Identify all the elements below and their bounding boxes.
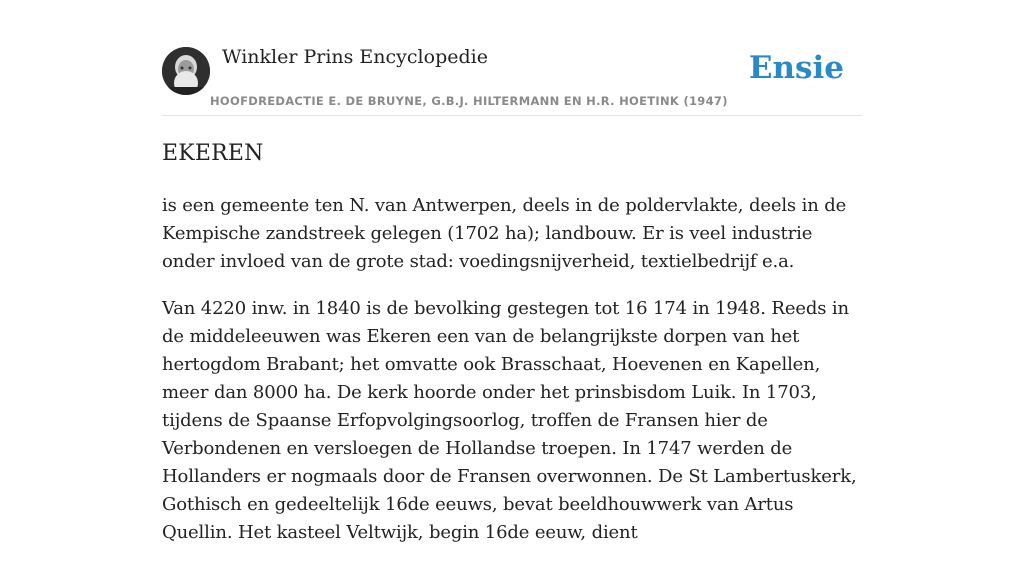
article-body xyxy=(162,192,862,566)
portrait-avatar-icon xyxy=(162,47,210,95)
article-paragraph: Van 4220 inw. in 1840 is de bevolking gestegen tot 16 174 in 1948. Reeds in de middeleeuwen was Ekeren een van de belangrijkste dorpen van het hertogdom Brabant; het omvatte ook Brasschaat, Hoevenen en Kapellen, meer dan 8000 ha. De kerk hoorde onder het prinsbisdom Luik. In 1703, tijdens de Spaanse Erfopvolgingsoorlog, troffen de Fransen hier de Verbondenen en versloegen de Hollandse troepen. In 1747 werden de Hollanders er nogmaals door de Fransen overwonnen. De St Lambertuskerk, Gothisch en gedeeltelijk 16de eeuws, bevat beeldhouwwerk van Artus Quellin. Het kasteel Veltwijk, begin 16de eeuw, dient xyxy=(162,298,857,543)
article-paragraph: is een gemeente ten N. van Antwerpen, deels in de poldervlakte, deels in de Kempische zandstreek gelegen (1702 ha); landbouw. Er is veel industrie onder invloed van de grote stad: voedingsnijverheid, textielbedrijf e.a. xyxy=(162,195,847,272)
ensie-logo[interactable]: Ensie xyxy=(748,50,844,86)
site-header xyxy=(162,0,862,116)
site-title[interactable]: Winkler Prins Encyclopedie xyxy=(222,46,488,68)
page xyxy=(162,0,862,543)
article-title: EKEREN xyxy=(162,141,264,166)
editorial-subtitle: HOOFDREDACTIE E. DE BRUYNE, G.B.J. HILTERMANN EN H.R. HOETINK (1947) xyxy=(210,94,728,108)
